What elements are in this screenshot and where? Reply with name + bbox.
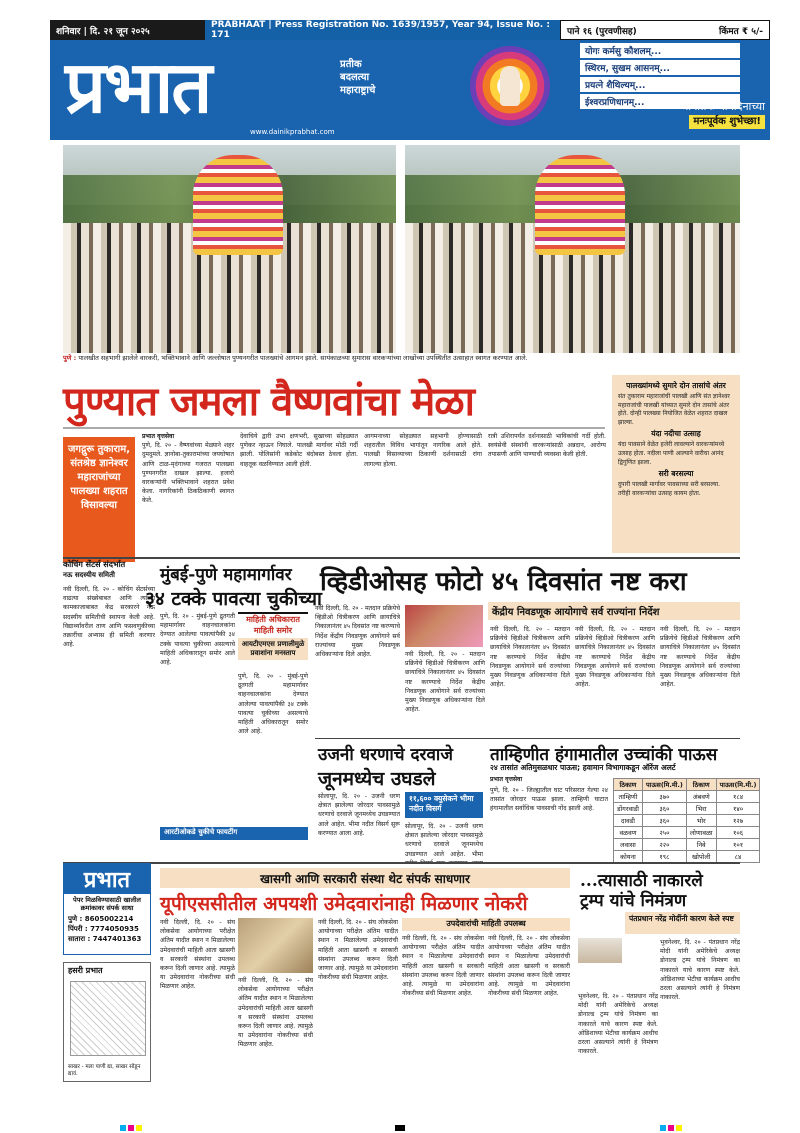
table-cell: ताम्हिणी <box>614 791 643 803</box>
coaching-title: कोचिंग सेंटर्स संदर्भात <box>63 560 126 569</box>
rain-byline: प्रभात वृत्तसेवा <box>490 776 523 783</box>
table-cell: खोपोली <box>686 851 716 863</box>
table-cell: निवे <box>686 839 716 851</box>
rain-text: पुणे, दि. २० - जिल्ह्यातील घाट परिसरात गेल्या २४ तासांत जोरदार पाऊस झाला. ताम्हिणी घाटात हंगामातील सर्वाधिक पावसाची नोंद झाली आहे. <box>490 787 608 813</box>
table-cell: १२७ <box>716 815 760 827</box>
newspaper-logo: प्रभात <box>65 44 211 129</box>
upsc-text-2: नवी दिल्ली, दि. २० - संघ लोकसेवा आयोगाच्या परीक्षेत अंतिम यादीत स्थान न मिळालेल्या उमेदवारांची माहिती आता खासगी व सरकारी संस्थांना उपलब्ध करून दिली जाणार आहे. त्यामुळे या उमेदवारांना नोकरीच्या संधी मिळणार आहेत. <box>238 977 313 1049</box>
issue-date: शनिवार | दि. २१ जून २०२५ <box>50 20 205 40</box>
table-cell: १९८ <box>642 851 686 863</box>
tagline <box>340 58 375 97</box>
rainfall-table <box>613 778 760 863</box>
section-divider <box>63 557 740 559</box>
subscription-title: पेपर मिळविण्यासाठी खालील क्रमांकावर संपर्क साधा <box>73 896 141 912</box>
table-cell: १८४ <box>716 791 760 803</box>
table-cell: दावडी <box>614 815 643 827</box>
upsc-building-photo <box>238 918 313 973</box>
expressway-headline-1: मुंबई-पुणे महामार्गावर <box>160 565 292 585</box>
ujani-text: सोलापूर, दि. २० - उजनी धरण क्षेत्रात झालेल्या जोरदार पावसामुळे धरणाचे दरवाजे जूनमध्येच उघडण्यात आले आहेत. भीमा नदीत विसर्ग सुरू करण्यात आला आहे. <box>318 793 400 837</box>
upsc-text-5: नवी दिल्ली, दि. २० - संघ लोकसेवा आयोगाच्या परीक्षेत अंतिम यादीत स्थान न मिळालेल्या उमेदवारांची माहिती आता खासगी व सरकारी संस्थांना उपलब्ध करून दिली जाणार आहे. त्यामुळे या उमेदवारांना नोकरीच्या संधी मिळणार आहेत. <box>488 935 570 998</box>
table-row <box>614 839 760 851</box>
table-header: पाऊस(मि.मी.) <box>642 779 686 791</box>
section-divider <box>63 862 740 864</box>
yoga-quote: प्रयत्ने शैथिल्यम्... <box>580 77 740 92</box>
phone-pune: पुणे : 8605002214 <box>68 915 134 923</box>
table-row <box>614 791 760 803</box>
table-cell: वळवण <box>614 827 643 839</box>
lead-headline: पुण्यात जमला वैष्णवांचा मेळा <box>63 378 475 425</box>
price: किंमत ₹ ५/- <box>719 26 763 37</box>
pages-price <box>560 20 770 40</box>
table-cell: ३६० <box>642 803 686 815</box>
phone-satara: सातारा : 7447401363 <box>68 935 142 943</box>
lead-col-1 <box>142 432 234 558</box>
table-cell: लवासा <box>614 839 643 851</box>
table-cell: भोर <box>686 815 716 827</box>
yoga-day-wishes <box>605 100 765 129</box>
cartoon-title: हसरी प्रभात <box>68 966 103 975</box>
subscription-box <box>63 863 151 955</box>
cartoon-illustration <box>70 981 146 1056</box>
trump-subhead: पंतप्रधान नरेंद्र मोदींनी कारण केले स्पष्ट <box>625 912 740 934</box>
upsc-side-title: उपदेवारांची माहिती उपलब्ध <box>402 918 570 931</box>
video-text-4: नवी दिल्ली, दि. २० - मतदान प्रक्रियेचे व्हिडीओ चित्रीकरण आणि छायाचित्रे निकालानंतर ४५ दिवसांत नष्ट करण्याचे निर्देश केंद्रीय निवडणूक आयोगाने सर्व राज्यांच्या मुख्य निवडणूक अधिकाऱ्यांना दिले आहेत. <box>575 626 655 689</box>
table-header: पाऊस(मि.मी.) <box>716 779 760 791</box>
cartoon-caption: साखर - मला पाणी द्या, साखर सोडून द्यावं. <box>68 1064 141 1077</box>
video-text-5: नवी दिल्ली, दि. २० - मतदान प्रक्रियेचे व्हिडीओ चित्रीकरण आणि छायाचित्रे निकालानंतर ४५ दिवसांत नष्ट करण्याचे निर्देश केंद्रीय निवडणूक आयोगाने सर्व राज्यांच्या मुख्य निवडणूक अधिकाऱ्यांना दिले आहेत. <box>660 626 740 689</box>
expressway-text: पुणे, दि. २० - मुंबई-पुणे द्रुतगती महामार्गावर वाहनचालकांना देण्यात आलेल्या पावत्यांपैकी ३४ टक्के पावत्या चुकीच्या असल्याचे माहिती अधिकारातून समोर आले आहे. <box>160 613 235 667</box>
table-cell: २२० <box>642 839 686 851</box>
yoga-quote: ईश्वरप्रणिधानम्... <box>580 94 740 109</box>
lead-col-4: रात्री उशिरापर्यंत दर्शनासाठी भाविकांची गर्दी होती. स्वयंसेवी संस्थांनी वारकऱ्यांसाठी अन्नदान, आरोग्य तपासणी आणि पाण्याची व्यवस्था केली होती. <box>488 433 606 459</box>
photo-caption <box>63 354 740 363</box>
info-box-text: आयटीएमएस प्रणालीमुळे प्रवाशांना मनस्ताप <box>238 638 308 660</box>
modi-photo <box>578 938 622 988</box>
election-commission-photo <box>405 605 483 647</box>
video-text: नवी दिल्ली, दि. २० - मतदान प्रक्रियेचे व्हिडीओ चित्रीकरण आणि छायाचित्रे निकालानंतर ४५ दिवसांत नष्ट करण्याचे निर्देश केंद्रीय निवडणूक आयोगाने सर्व राज्यांच्या मुख्य निवडणूक अधिकाऱ्यांना दिले आहेत. <box>315 605 400 659</box>
lead-col-3: आगमनाच्या सोहळ्यात सहभागी होण्यासाठी शहरातील विविध भागांतून नागरिक आले होते. पालखी विसाव्याच्या ठिकाणी दर्शनासाठी रांगा लागल्या होत्या. <box>364 433 482 468</box>
coaching-subtitle: नऊ सदस्यीय समिती <box>63 571 115 579</box>
masthead <box>50 40 770 140</box>
prabhat-mini-logo: प्रभात <box>64 864 150 894</box>
sidebar-heading: यंदा नदीचा उत्साह <box>651 429 701 439</box>
table-cell: भिरा <box>686 803 716 815</box>
ujani-text-2: सोलापूर, दि. २० - उजनी धरण क्षेत्रात झालेल्या जोरदार पावसामुळे धरणाचे दरवाजे जूनमध्येच उघडण्यात आले आहेत. भीमा <box>405 823 483 858</box>
info-box-title: माहिती अधिकारात माहिती समोर <box>246 615 300 635</box>
sidebar-text: यंदा पावसाने वेळेत हजेरी लावल्याने वारकऱ्यांमध्ये उत्साह होता. नदीला पाणी आल्याने वारीचा आनंद द्विगुणित झाला. <box>618 441 725 466</box>
palkhi-photo-left <box>63 145 396 353</box>
rain-subhead: २४ तासांत अतिमुसळधार पाऊस; हवामान विभागाकडून ऑरेंज अलर्ट <box>490 763 676 772</box>
table-cell: ८४ <box>716 851 760 863</box>
byline: प्रभात वृत्तसेवा <box>142 433 175 440</box>
table-header: ठिकाण <box>686 779 716 791</box>
tagline-line: बदलत्या <box>340 72 370 83</box>
sidebar-heading: सरी बरसल्या <box>658 469 694 479</box>
divider <box>63 427 605 429</box>
caption-label: पुणे : <box>63 354 77 362</box>
lead-highlight-box: जगद्गुरू तुकाराम, संतश्रेष्ठ ज्ञानेश्वर महाराजांच्या पालख्या शहरात विसावल्या <box>63 437 135 562</box>
coaching-headline <box>63 560 163 580</box>
yoga-wish-line: जागतिक योगदिनाच्या <box>680 100 765 113</box>
ujani-headline-1: उजनी धरणाचे दरवाजे <box>318 745 453 765</box>
expressway-headline-2: ३४ टक्के पावत्या चुकीच्या <box>145 588 322 610</box>
video-text-2: नवी दिल्ली, दि. २० - मतदान प्रक्रियेचे व्हिडीओ चित्रीकरण आणि छायाचित्रे निकालानंतर ४५ दिवसांत नष्ट करण्याचे निर्देश केंद्रीय निवडणूक आयोगाने सर्व राज्यांच्या मुख्य निवडणूक अधिकाऱ्यांना दिले आहेत. <box>405 651 485 714</box>
table-cell: २५० <box>642 827 686 839</box>
table-header: ठिकाण <box>614 779 643 791</box>
coaching-text: नवी दिल्ली, दि. २० - कोचिंग सेंटर्सच्या वाढत्या संख्येबाबत आणि त्यांच्या कामकाजाबाबत केंद्र सरकारने नऊ सदस्यीय समितीची स्थापना केली आहे. विद्यार्थ्यांवरील ताण आणि फसवणुकीच्या तक्रारींचा अभ्यास ही समिती करणार आहे. <box>63 586 155 649</box>
table-row <box>614 851 760 863</box>
yoga-pose-icon <box>470 46 550 126</box>
video-subhead: केंद्रीय निवडणूक आयोगाचे सर्व राज्यांना निर्देश <box>488 602 740 620</box>
sidebar-text: संत तुकाराम महाराजांची पालखी आणि संत ज्ञानेश्वर महाराजांची पालखी यांच्यात सुमारे दोन तासांचे अंतर होते. दोन्ही पालख्या नियोजित वेळेत शहरात दाखल झाल्या. <box>618 393 730 426</box>
table-cell: ३७० <box>642 791 686 803</box>
table-cell: डोंगरवाडी <box>614 803 643 815</box>
upsc-headline: यूपीएससीतील अपयशी उमेदवारांनाही मिळणार नोकरी <box>160 893 528 915</box>
palkhi-photo-right <box>405 145 740 353</box>
upsc-text-3: नवी दिल्ली, दि. २० - संघ लोकसेवा आयोगाच्या परीक्षेत अंतिम यादीत स्थान न मिळालेल्या उमेदवारांची माहिती आता खासगी व सरकारी संस्थांना उपलब्ध करून दिली जाणार आहे. त्यामुळे या उमेदवारांना नोकरीच्या संधी मिळणार आहेत. <box>318 919 398 982</box>
table-cell: अंबवणे <box>686 791 716 803</box>
table-row <box>614 803 760 815</box>
upsc-banner: खासगी आणि सरकारी संस्था थेट संपर्क साधणार <box>160 868 570 888</box>
trump-text-1: भुवनेश्वर, दि. २० - पंतप्रधान नरेंद्र मोदी यांनी अमेरिकेचे अध्यक्ष डोनाल्ड ट्रम्प यांचे निमंत्रण का नाकारले याचे कारण स्पष्ट केले. ओडिशाच्या भेटीचा कार्यक्रम आधीच ठरला असल्याने त्यांनी हे निमंत्रण नाकारले. <box>578 993 658 1056</box>
yoga-wish-highlight: मनःपूर्वक शुभेच्छा! <box>689 115 765 129</box>
caption-text: पालखीत सहभागी झालेले वारकरी, भक्तिभावाने आणि जल्लोषात पुण्यनगरीत पालख्यांचे आगमन झाले. सायंकाळच्या सुमारास वारकऱ्यांच्या लाखोंच्या उपस्थितीत उत्साहात स्वागत करण्यात आले. <box>78 354 528 362</box>
lead-text: पुणे, दि. २० - वैष्णवांच्या मेळ्याने शहर दुमदुमले. ज्ञानोबा-तुकारामांच्या जयघोषात आणि टाळ-मृदंगाच्या गजरात पालख्या पुण्यनगरीत दाखल झाल्या. हजारो वारकऱ्यांनी भक्तिभावाने शहरात प्रवेश केला. नागरिकांनी ठिकठिकाणी स्वागत केले. <box>142 442 234 505</box>
video-headline: व्हिडीओसह फोटो ४५ दिवसांत नष्ट करा <box>320 567 687 597</box>
sidebar-heading: पालख्यांमध्ये सुमारे दोन तासांचे अंतर <box>626 381 726 390</box>
yoga-quote: योगः कर्मसु कौशलम्... <box>580 43 740 58</box>
table-cell: ३६० <box>642 815 686 827</box>
table-row <box>614 827 760 839</box>
tagline-line: महाराष्ट्राचे <box>340 85 376 96</box>
upsc-text-1: नवी दिल्ली, दि. २० - संघ लोकसेवा आयोगाच्या परीक्षेत अंतिम यादीत स्थान न मिळालेल्या उमेदवारांची माहिती आता खासगी व सरकारी संस्थांना उपलब्ध करून दिली जाणार आहे. त्यामुळे या उमेदवारांना नोकरीच्या संधी मिळणार आहेत. <box>160 919 235 991</box>
table-cell: १४० <box>716 803 760 815</box>
table-cell: १०६ <box>716 827 760 839</box>
trump-text-2: भुवनेश्वर, दि. २० - पंतप्रधान नरेंद्र मोदी यांनी अमेरिकेचे अध्यक्ष डोनाल्ड ट्रम्प यांचे निमंत्रण का नाकारले याचे कारण स्पष्ट केले. ओडिशाच्या भेटीचा कार्यक्रम आधीच ठरला असल्याने त्यांनी हे निमंत्रण नाकारले. <box>660 939 740 1002</box>
website-url: www.dainikprabhat.com <box>250 128 335 136</box>
table-row <box>614 815 760 827</box>
expressway-text-2: पुणे, दि. २० - मुंबई-पुणे द्रुतगती महामार्गावर वाहनचालकांना देण्यात आलेल्या पावत्यांपैकी ३४ टक्के पावत्या चुकीच्या असल्याचे माहिती अधिकारातून समोर आले आहे. <box>238 673 308 736</box>
press-registration: PRABHAAT | Press Registration No. 1639/1957, Year 94, Issue No. : 171 <box>205 20 560 40</box>
yoga-quote: स्थिरम, सुखम आसनम्... <box>580 60 740 75</box>
print-registration-marks <box>0 1123 800 1133</box>
expressway-info-box <box>238 612 308 668</box>
divider <box>315 738 740 739</box>
upsc-text-4: नवी दिल्ली, दि. २० - संघ लोकसेवा आयोगाच्या परीक्षेत अंतिम यादीत स्थान न मिळालेल्या उमेदवारांची माहिती आता खासगी व सरकारी संस्थांना उपलब्ध करून दिली जाणार आहे. त्यामुळे या उमेदवारांना नोकरीच्या संधी मिळणार आहेत. <box>402 935 484 998</box>
ujani-headline-2: जूनमध्येच उघडले <box>318 768 436 790</box>
ujani-callout: ११,६०० क्युसेकने भीमा नदीत विसर्ग <box>405 792 483 818</box>
table-cell: लोणावळा <box>686 827 716 839</box>
video-text-3: नवी दिल्ली, दि. २० - मतदान प्रक्रियेचे व्हिडीओ चित्रीकरण आणि छायाचित्रे निकालानंतर ४५ दिवसांत नष्ट करण्याचे निर्देश केंद्रीय निवडणूक आयोगाने सर्व राज्यांच्या मुख्य निवडणूक अधिकाऱ्यांना दिले आहेत. <box>490 626 570 689</box>
trump-headline: ट्रम्प यांचे निमंत्रण <box>580 891 687 911</box>
lead-col-2: देवाचिये द्वारी उभा क्षणभरी, सुखाच्या सोहळ्यात पुणेकर न्हाऊन निघाले. पालखी मार्गावर मोठी गर्दी झाली. पोलिसांनी कडेकोट बंदोबस्त ठेवला होता. वाहतूक वळविण्यात आली होती. <box>240 433 358 468</box>
tagline-line: प्रतीक <box>340 59 362 70</box>
lead-sidebar <box>612 375 740 553</box>
table-cell: १०१ <box>716 839 760 851</box>
sidebar-text: दुपारी पालखी मार्गावर पावसाच्या सरी बरसल्या. तरीही वारकऱ्यांचा उत्साह कायम होता. <box>618 481 721 497</box>
rain-headline: ताम्हिणीत हंगामातील उच्चांकी पाऊस <box>490 745 718 765</box>
trump-headline-lead: ...त्यासाठी नाकारले <box>580 871 703 891</box>
table-cell: कोयना <box>614 851 643 863</box>
cartoon-box <box>63 962 151 1082</box>
pages-count: पाने १६ (पुरवणीसह) <box>567 26 637 37</box>
rto-banner: आरटीओकडे चुकीचे फायटींग <box>160 827 308 840</box>
phone-pimpri: पिंपरी : 7774050935 <box>68 925 139 933</box>
